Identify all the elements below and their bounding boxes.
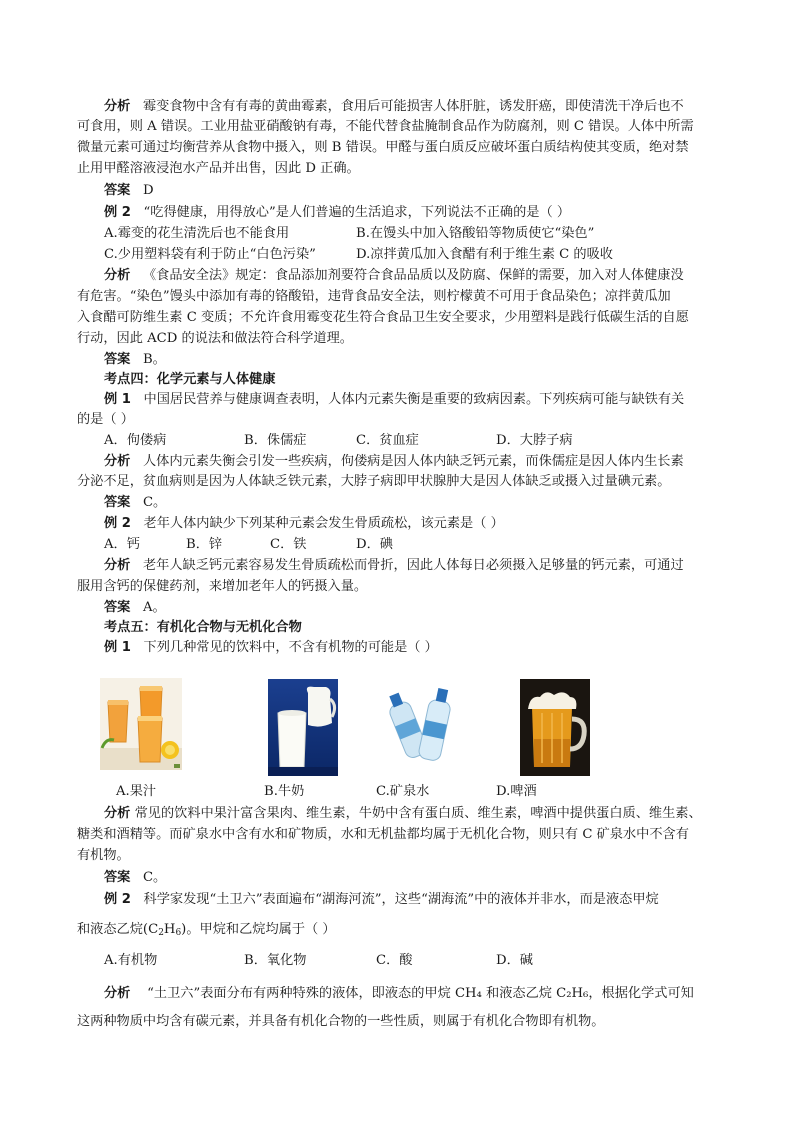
answer-line: 答案 A。 <box>104 600 166 615</box>
analysis-line: 分析 常见的饮料中果汁富含果肉、维生素，牛奶中含有蛋白质、维生素，啤酒中提供蛋白质、维生素、 <box>104 806 702 821</box>
analysis-label: 分析 <box>104 99 131 114</box>
milk-image <box>268 679 338 776</box>
analysis-line: 分析 老年人缺乏钙元素容易发生骨质疏松而骨折，因此人体每日必须摄入足够量的钙元素，可通过 <box>104 558 684 573</box>
analysis-line: 这两种物质中均含有碳元素，并具备有机化合物的一些性质，则属于有机化合物即有机物。 <box>77 1014 605 1029</box>
question-stem: 例 2 科学家发现“土卫六”表面遍布“湖海河流”，这些“湖海流”中的液体并非水，而是液态甲烷 <box>104 892 659 907</box>
option-d: D．碘 <box>356 537 393 552</box>
analysis-line: 服用含钙的保健药剂，来增加老年人的钙摄入量。 <box>77 579 368 594</box>
option-c: C.少用塑料袋有利于防止“白色污染” <box>104 247 316 262</box>
option-c: C．酸 <box>376 953 413 968</box>
option-c: C．贫血症 <box>356 433 419 448</box>
answer-value: B。 <box>142 352 166 367</box>
question-stem: 和液态乙烷$(C_2H_6)$。甲烷和乙烷均属于（ ） <box>77 922 336 938</box>
analysis-line: 可食用，则 A 错误。工业用盐亚硝酸钠有毒，不能代替食盐腌制食品作为防腐剂，则 C 错误。人体中所需 <box>77 119 694 134</box>
answer-line: 答案 D <box>104 183 154 198</box>
analysis-line: 分析 人体内元素失衡会引发一些疾病，佝偻病是因人体内缺乏钙元素，而侏儒症是因人体内生长素 <box>104 454 684 469</box>
option-d: D.啤酒 <box>496 784 537 799</box>
analysis-line: 微量元素可通过均衡营养从食物中摄入，则 B 错误。甲醛与蛋白质反应破坏蛋白质结构使其变质，绝对禁 <box>77 140 689 155</box>
analysis-line: 有危害。“染色”馒头中添加有毒的铬酸铅，违背食品安全法，则柠檬黄不可用于食品染色；凉拌黄瓜加 <box>77 289 671 304</box>
question-label: 例 1 <box>104 392 131 407</box>
mineral-water-image <box>378 682 458 768</box>
question-label: 例 2 <box>104 516 131 531</box>
question-label: 例 1 <box>104 640 131 655</box>
option-a: A．钙 <box>104 537 140 552</box>
question-stem: 例 2 老年人体内缺少下列某种元素会发生骨质疏松，该元素是（ ） <box>104 516 504 531</box>
analysis-line: 分析 《食品安全法》规定：食品添加剂要符合食品品质以及防腐、保鲜的需要，加入对人体健康没 <box>104 268 684 283</box>
analysis-label: 分析 <box>104 558 131 573</box>
question-label: 例 2 <box>104 892 131 907</box>
answer-line: 答案 C。 <box>104 495 167 510</box>
beer-image <box>520 679 590 776</box>
answer-line: 答案 C。 <box>104 870 167 885</box>
option-b: B.在馒头中加入铬酸铅等物质使它“染色” <box>356 226 595 241</box>
answer-value: C。 <box>142 870 167 885</box>
option-a: A.有机物 <box>104 953 158 968</box>
analysis-line: 止用甲醛溶液浸泡水产品并出售，因此 D 正确。 <box>77 161 360 176</box>
option-b: B．锌 <box>186 537 223 552</box>
analysis-line: 分泌不足，贫血病则是因为人体缺乏铁元素，大脖子病即甲状腺肿大是因人体缺乏或摄入过量碘元素。 <box>77 474 671 489</box>
option-a: A.果汁 <box>116 784 157 799</box>
analysis-label: 分析 <box>104 268 131 283</box>
analysis-line: 有机物。 <box>77 848 130 863</box>
answer-value: A。 <box>142 600 166 615</box>
analysis-label: 分析 <box>104 986 131 1001</box>
section-heading: 考点五：有机化合物与无机化合物 <box>104 620 302 635</box>
analysis-label: 分析 <box>104 806 131 821</box>
option-b: B．侏儒症 <box>244 433 307 448</box>
question-label: 例 2 <box>104 205 131 220</box>
question-stem: 例 1 下列几种常见的饮料中，不含有机物的可能是（ ） <box>104 640 438 655</box>
option-d: D.凉拌黄瓜加入食醋有利于维生素 C 的吸收 <box>356 247 613 262</box>
option-b: B.牛奶 <box>264 784 305 799</box>
option-d: D．大脖子病 <box>496 433 573 448</box>
option-a: A.霉变的花生清洗后也不能食用 <box>104 226 290 241</box>
juice-image <box>100 678 182 770</box>
question-stem: 例 1 中国居民营养与健康调查表明，人体内元素失衡是重要的致病因素。下列疾病可能与缺铁有关 <box>104 392 685 407</box>
analysis-line: 入食醋可防维生素 C 变质；不允许食用霉变花生符合食品卫生安全要求，少用塑料是践行低碳生活的自愿 <box>77 310 689 325</box>
option-d: D．碱 <box>496 953 533 968</box>
option-a: A．佝偻病 <box>104 433 167 448</box>
analysis-line: 分析 “土卫六”表面分布有两种特殊的液体，即液态的甲烷 CH₄ 和液态乙烷 C₂H₆，根据化学式可知 <box>104 986 694 1001</box>
answer-value: D <box>142 183 154 198</box>
analysis-line: 分析 霉变食物中含有有毒的黄曲霉素，食用后可能损害人体肝脏，诱发肝癌，即使清洗干净后也不 <box>104 99 684 114</box>
question-stem: 例 2 “吃得健康，用得放心”是人们普遍的生活追求，下列说法不正确的是（ ） <box>104 205 571 220</box>
answer-value: C。 <box>142 495 167 510</box>
option-c: C.矿泉水 <box>376 784 430 799</box>
section-heading: 考点四：化学元素与人体健康 <box>104 372 276 387</box>
analysis-label: 分析 <box>104 454 131 469</box>
option-c: C．铁 <box>270 537 307 552</box>
option-b: B．氧化物 <box>244 953 307 968</box>
question-stem: 的是（ ） <box>77 412 134 427</box>
analysis-line: 糖类和酒精等。而矿泉水中含有水和矿物质，水和无机盐都均属于无机化合物，则只有 C 矿泉水中不含有 <box>77 827 689 842</box>
analysis-line: 行动，因此 ACD 的说法和做法符合科学道理。 <box>77 331 353 346</box>
answer-line: 答案 B。 <box>104 352 166 367</box>
